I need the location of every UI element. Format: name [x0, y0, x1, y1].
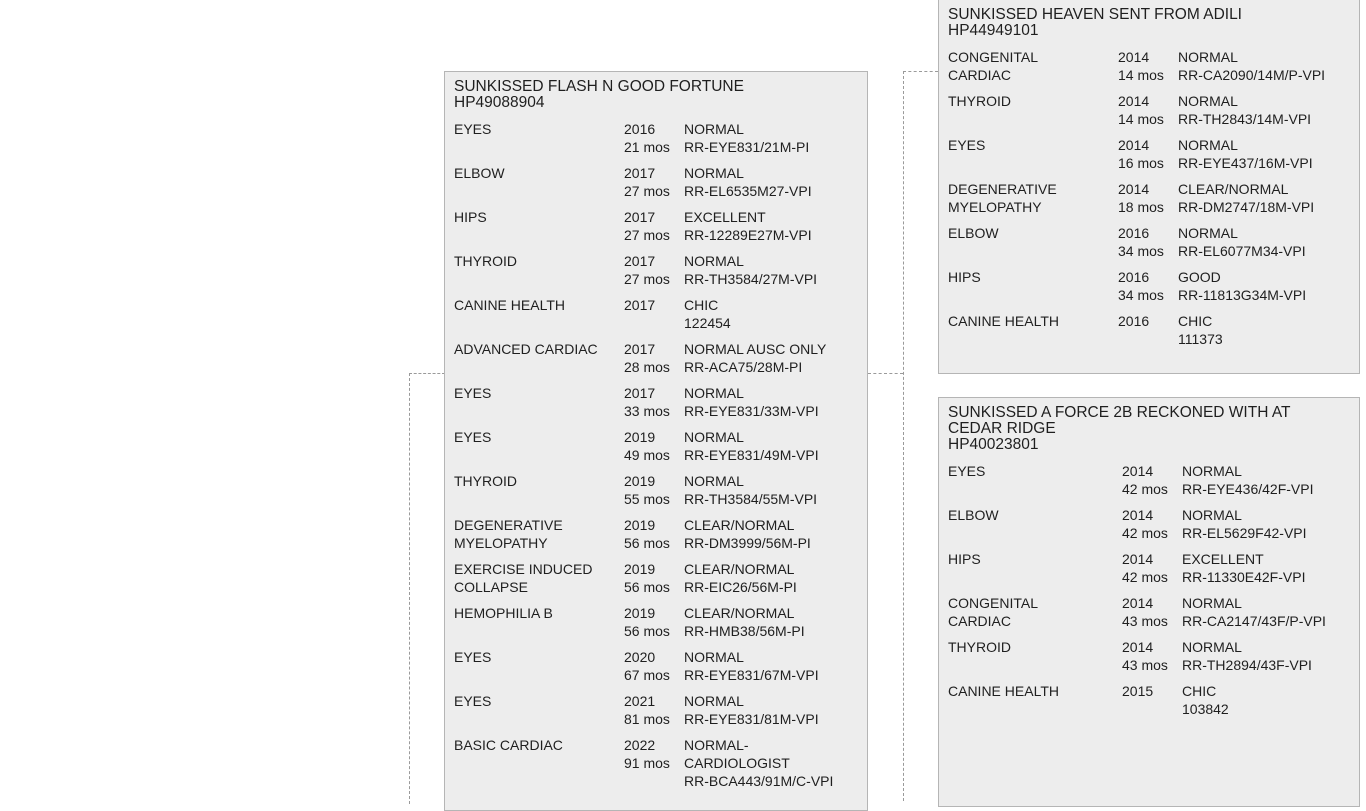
pedigree-connector-left — [409, 373, 445, 804]
pedigree-connector-right — [868, 373, 903, 375]
test-name — [454, 604, 553, 622]
test-age: 27 mos — [624, 227, 670, 243]
test-age: 27 mos — [624, 271, 670, 287]
health-test-row — [445, 384, 867, 428]
test-certificate: RR-EL6077M34-VPI — [1178, 243, 1306, 259]
test-name — [454, 340, 598, 358]
test-result: NORMAL — [1178, 49, 1238, 65]
test-year: 2014 — [1122, 595, 1154, 611]
health-test-row — [939, 506, 1359, 550]
test-certificate: RR-TH3584/27M-VPI — [684, 271, 818, 287]
test-name — [948, 180, 1057, 216]
sire-tests — [445, 120, 867, 789]
test-result: NORMAL — [684, 693, 744, 709]
sire-registration: HP49088904 — [454, 94, 545, 111]
sire-dam-name-line2: CEDAR RIDGE — [948, 420, 1056, 437]
test-year: 2014 — [1118, 93, 1150, 109]
test-age: 56 mos — [624, 535, 670, 551]
health-test-row — [445, 120, 867, 164]
pedigree-connector-top — [903, 71, 938, 73]
test-result: NORMAL — [1178, 225, 1238, 241]
test-year: 2014 — [1118, 49, 1150, 65]
test-certificate: RR-EYE831/67M-VPI — [684, 667, 819, 683]
test-result: NORMAL- — [684, 737, 749, 753]
health-test-row — [939, 550, 1359, 594]
test-certificate: RR-DM3999/56M-PI — [684, 535, 811, 551]
test-age: 14 mos — [1118, 67, 1164, 83]
test-name — [948, 224, 999, 242]
test-name-line2: COLLAPSE — [454, 579, 528, 595]
test-certificate: RR-EYE831/81M-VPI — [684, 711, 819, 727]
test-certificate: RR-EL5629F42-VPI — [1182, 525, 1307, 541]
test-result: CLEAR/NORMAL — [684, 561, 795, 577]
health-test-row — [445, 428, 867, 472]
test-name — [454, 736, 563, 754]
test-name-line2: CARDIAC — [948, 613, 1012, 629]
test-year: 2016 — [1118, 225, 1150, 241]
health-test-row — [445, 648, 867, 692]
test-result: CHIC — [1178, 313, 1213, 329]
test-name — [454, 472, 517, 490]
test-certificate: 122454 — [684, 315, 731, 331]
test-age: 14 mos — [1118, 111, 1164, 127]
test-name — [454, 428, 491, 446]
test-name — [948, 506, 999, 524]
health-test-row — [445, 252, 867, 296]
test-name-line1: CANINE HEALTH — [454, 297, 565, 313]
test-name — [454, 692, 491, 710]
test-name-line1: CONGENITAL — [948, 595, 1038, 611]
test-name-line1: THYROID — [948, 639, 1011, 655]
test-name-line1: EYES — [454, 429, 492, 445]
sire-sire-tests — [939, 48, 1359, 356]
test-certificate: RR-TH2843/14M-VPI — [1178, 111, 1312, 127]
test-result: CHIC — [684, 297, 719, 313]
test-certificate: RR-HMB38/56M-PI — [684, 623, 805, 639]
test-result: NORMAL — [1182, 463, 1242, 479]
sire-dam-registration: HP40023801 — [948, 436, 1039, 453]
health-test-row — [445, 164, 867, 208]
health-test-row — [939, 268, 1359, 312]
test-year: 2014 — [1122, 507, 1154, 523]
sire-name: SUNKISSED FLASH N GOOD FORTUNE — [454, 78, 744, 95]
test-certificate: RR-EYE831/21M-PI — [684, 139, 810, 155]
test-certificate: RR-EYE436/42F-VPI — [1182, 481, 1314, 497]
test-name — [948, 136, 985, 154]
test-age: 33 mos — [624, 403, 670, 419]
test-name-line1: EYES — [454, 693, 492, 709]
test-result: NORMAL — [1182, 507, 1242, 523]
test-result: CLEAR/NORMAL — [684, 605, 795, 621]
test-result: GOOD — [1178, 269, 1221, 285]
test-name — [948, 312, 1059, 330]
test-age: 43 mos — [1122, 613, 1168, 629]
test-result: NORMAL AUSC ONLY — [684, 341, 827, 357]
test-certificate: RR-TH2894/43F-VPI — [1182, 657, 1312, 673]
test-year: 2017 — [624, 165, 656, 181]
health-test-row — [939, 224, 1359, 268]
test-name-line1: EYES — [454, 649, 492, 665]
test-year: 2019 — [624, 605, 656, 621]
test-result: EXCELLENT — [684, 209, 766, 225]
test-name-line1: HEMOPHILIA B — [454, 605, 553, 621]
test-result: CHIC — [1182, 683, 1217, 699]
test-result: NORMAL — [1182, 595, 1242, 611]
test-year: 2016 — [1118, 269, 1150, 285]
sire-sire-name: SUNKISSED HEAVEN SENT FROM ADILI — [948, 6, 1242, 23]
test-certificate: 103842 — [1182, 701, 1229, 717]
test-result: NORMAL — [684, 253, 744, 269]
test-name — [454, 516, 563, 552]
test-name — [454, 164, 505, 182]
health-test-row — [445, 340, 867, 384]
test-year: 2019 — [624, 473, 656, 489]
test-age: 56 mos — [624, 579, 670, 595]
test-name — [454, 560, 592, 596]
test-result: NORMAL — [684, 385, 744, 401]
test-age: 55 mos — [624, 491, 670, 507]
test-name — [948, 682, 1059, 700]
test-year: 2017 — [624, 297, 656, 313]
health-test-row — [939, 312, 1359, 356]
test-certificate: RR-DM2747/18M-VPI — [1178, 199, 1315, 215]
test-certificate: RR-EYE831/33M-VPI — [684, 403, 819, 419]
sire-sire-health-card — [938, 0, 1360, 374]
test-age: 28 mos — [624, 359, 670, 375]
test-year: 2019 — [624, 517, 656, 533]
test-certificate: 111373 — [1178, 331, 1223, 347]
test-name — [454, 296, 565, 314]
test-year: 2019 — [624, 561, 656, 577]
test-age: 21 mos — [624, 139, 670, 155]
test-year: 2014 — [1118, 181, 1150, 197]
test-age: 56 mos — [624, 623, 670, 639]
test-year: 2016 — [1118, 313, 1150, 329]
test-year: 2017 — [624, 253, 656, 269]
test-name-line1: DEGENERATIVE — [454, 517, 563, 533]
test-year: 2016 — [624, 121, 656, 137]
test-name — [948, 638, 1011, 656]
test-result: NORMAL — [684, 473, 744, 489]
test-result: CLEAR/NORMAL — [684, 517, 795, 533]
test-age: 27 mos — [624, 183, 670, 199]
test-result: NORMAL — [684, 649, 744, 665]
test-result: CLEAR/NORMAL — [1178, 181, 1289, 197]
health-test-row — [445, 604, 867, 648]
test-certificate: RR-EYE831/49M-VPI — [684, 447, 819, 463]
test-name — [454, 384, 491, 402]
test-name-line1: CANINE HEALTH — [948, 313, 1059, 329]
test-certificate: RR-11813G34M-VPI — [1178, 287, 1307, 303]
health-test-row — [445, 516, 867, 560]
health-test-row — [445, 692, 867, 736]
test-name-line1: ELBOW — [454, 165, 505, 181]
health-test-row — [445, 296, 867, 340]
test-name — [454, 648, 491, 666]
test-age: 81 mos — [624, 711, 670, 727]
test-name-line1: THYROID — [454, 253, 517, 269]
health-test-row — [939, 180, 1359, 224]
test-name — [948, 550, 981, 568]
test-result: NORMAL — [684, 429, 744, 445]
test-certificate: RR-EL6535M27-VPI — [684, 183, 812, 199]
test-name — [454, 252, 517, 270]
test-certificate: RR-12289E27M-VPI — [684, 227, 812, 243]
test-year: 2017 — [624, 209, 656, 225]
test-age: 34 mos — [1118, 243, 1164, 259]
test-name — [948, 268, 981, 286]
sire-dam-tests — [939, 462, 1359, 726]
test-name-line1: EXERCISE INDUCED — [454, 561, 593, 577]
health-test-row — [939, 682, 1359, 726]
test-name-line1: EYES — [948, 137, 986, 153]
test-certificate-line2: RR-BCA443/91M/C-VPI — [684, 773, 834, 789]
test-name-line2: MYELOPATHY — [454, 535, 548, 551]
test-year: 2015 — [1122, 683, 1154, 699]
test-age: 91 mos — [624, 755, 670, 771]
test-result: NORMAL — [684, 165, 744, 181]
test-age: 42 mos — [1122, 525, 1168, 541]
sire-dam-health-card — [938, 397, 1360, 807]
test-year: 2014 — [1122, 639, 1154, 655]
test-name-line1: CONGENITAL — [948, 49, 1038, 65]
test-name-line1: HIPS — [454, 209, 487, 225]
test-year: 2014 — [1122, 551, 1154, 567]
test-age: 49 mos — [624, 447, 670, 463]
test-age: 18 mos — [1118, 199, 1164, 215]
test-certificate: RR-TH3584/55M-VPI — [684, 491, 818, 507]
test-name — [948, 594, 1038, 630]
health-test-row — [445, 472, 867, 516]
test-name-line2: MYELOPATHY — [948, 199, 1042, 215]
test-year: 2022 — [624, 737, 656, 753]
test-name-line1: ELBOW — [948, 225, 999, 241]
test-certificate: RR-CA2090/14M/P-VPI — [1178, 67, 1326, 83]
test-certificate: RR-11330E42F-VPI — [1182, 569, 1306, 585]
test-result: NORMAL — [1182, 639, 1242, 655]
test-name-line1: BASIC CARDIAC — [454, 737, 563, 753]
sire-sire-registration: HP44949101 — [948, 22, 1039, 39]
test-name — [948, 48, 1038, 84]
sire-dam-name: SUNKISSED A FORCE 2B RECKONED WITH AT — [948, 404, 1291, 421]
test-age: 42 mos — [1122, 569, 1168, 585]
test-name-line2: CARDIAC — [948, 67, 1012, 83]
health-test-row — [445, 208, 867, 252]
test-result: NORMAL — [1178, 137, 1238, 153]
sire-sire-header — [939, 0, 1359, 39]
test-name — [948, 92, 1011, 110]
test-age: 16 mos — [1118, 155, 1164, 171]
test-name — [454, 208, 487, 226]
test-name-line1: EYES — [948, 463, 986, 479]
test-result: NORMAL — [684, 121, 744, 137]
test-name-line1: HIPS — [948, 269, 981, 285]
test-certificate: RR-EIC26/56M-PI — [684, 579, 797, 595]
sire-dam-header — [939, 398, 1359, 453]
test-age: 43 mos — [1122, 657, 1168, 673]
test-year: 2019 — [624, 429, 656, 445]
test-year: 2017 — [624, 385, 656, 401]
test-name-line1: ELBOW — [948, 507, 999, 523]
test-year: 2014 — [1122, 463, 1154, 479]
test-name-line1: THYROID — [454, 473, 517, 489]
test-age: 34 mos — [1118, 287, 1164, 303]
test-name — [948, 462, 985, 480]
test-name-line1: ADVANCED CARDIAC — [454, 341, 598, 357]
test-name-line1: EYES — [454, 385, 492, 401]
test-age: 42 mos — [1122, 481, 1168, 497]
test-year: 2021 — [624, 693, 656, 709]
test-result: EXCELLENT — [1182, 551, 1264, 567]
test-certificate: RR-EYE437/16M-VPI — [1178, 155, 1313, 171]
health-test-row — [939, 462, 1359, 506]
pedigree-connector-vertical — [903, 71, 905, 801]
health-test-row — [445, 736, 867, 789]
sire-health-card — [444, 71, 868, 811]
test-year: 2014 — [1118, 137, 1150, 153]
test-name-line1: CANINE HEALTH — [948, 683, 1059, 699]
test-name — [454, 120, 491, 138]
test-year: 2020 — [624, 649, 656, 665]
health-test-row — [445, 560, 867, 604]
health-test-row — [939, 48, 1359, 92]
test-name-line1: THYROID — [948, 93, 1011, 109]
test-certificate: RR-ACA75/28M-PI — [684, 359, 803, 375]
test-certificate: RR-CA2147/43F/P-VPI — [1182, 613, 1326, 629]
test-certificate: CARDIOLOGIST — [684, 755, 790, 771]
sire-header — [445, 72, 867, 111]
health-test-row — [939, 92, 1359, 136]
health-test-row — [939, 136, 1359, 180]
test-result: NORMAL — [1178, 93, 1238, 109]
test-name-line1: EYES — [454, 121, 492, 137]
health-test-row — [939, 638, 1359, 682]
test-name-line1: DEGENERATIVE — [948, 181, 1057, 197]
health-test-row — [939, 594, 1359, 638]
test-age: 67 mos — [624, 667, 670, 683]
test-name-line1: HIPS — [948, 551, 981, 567]
test-year: 2017 — [624, 341, 656, 357]
